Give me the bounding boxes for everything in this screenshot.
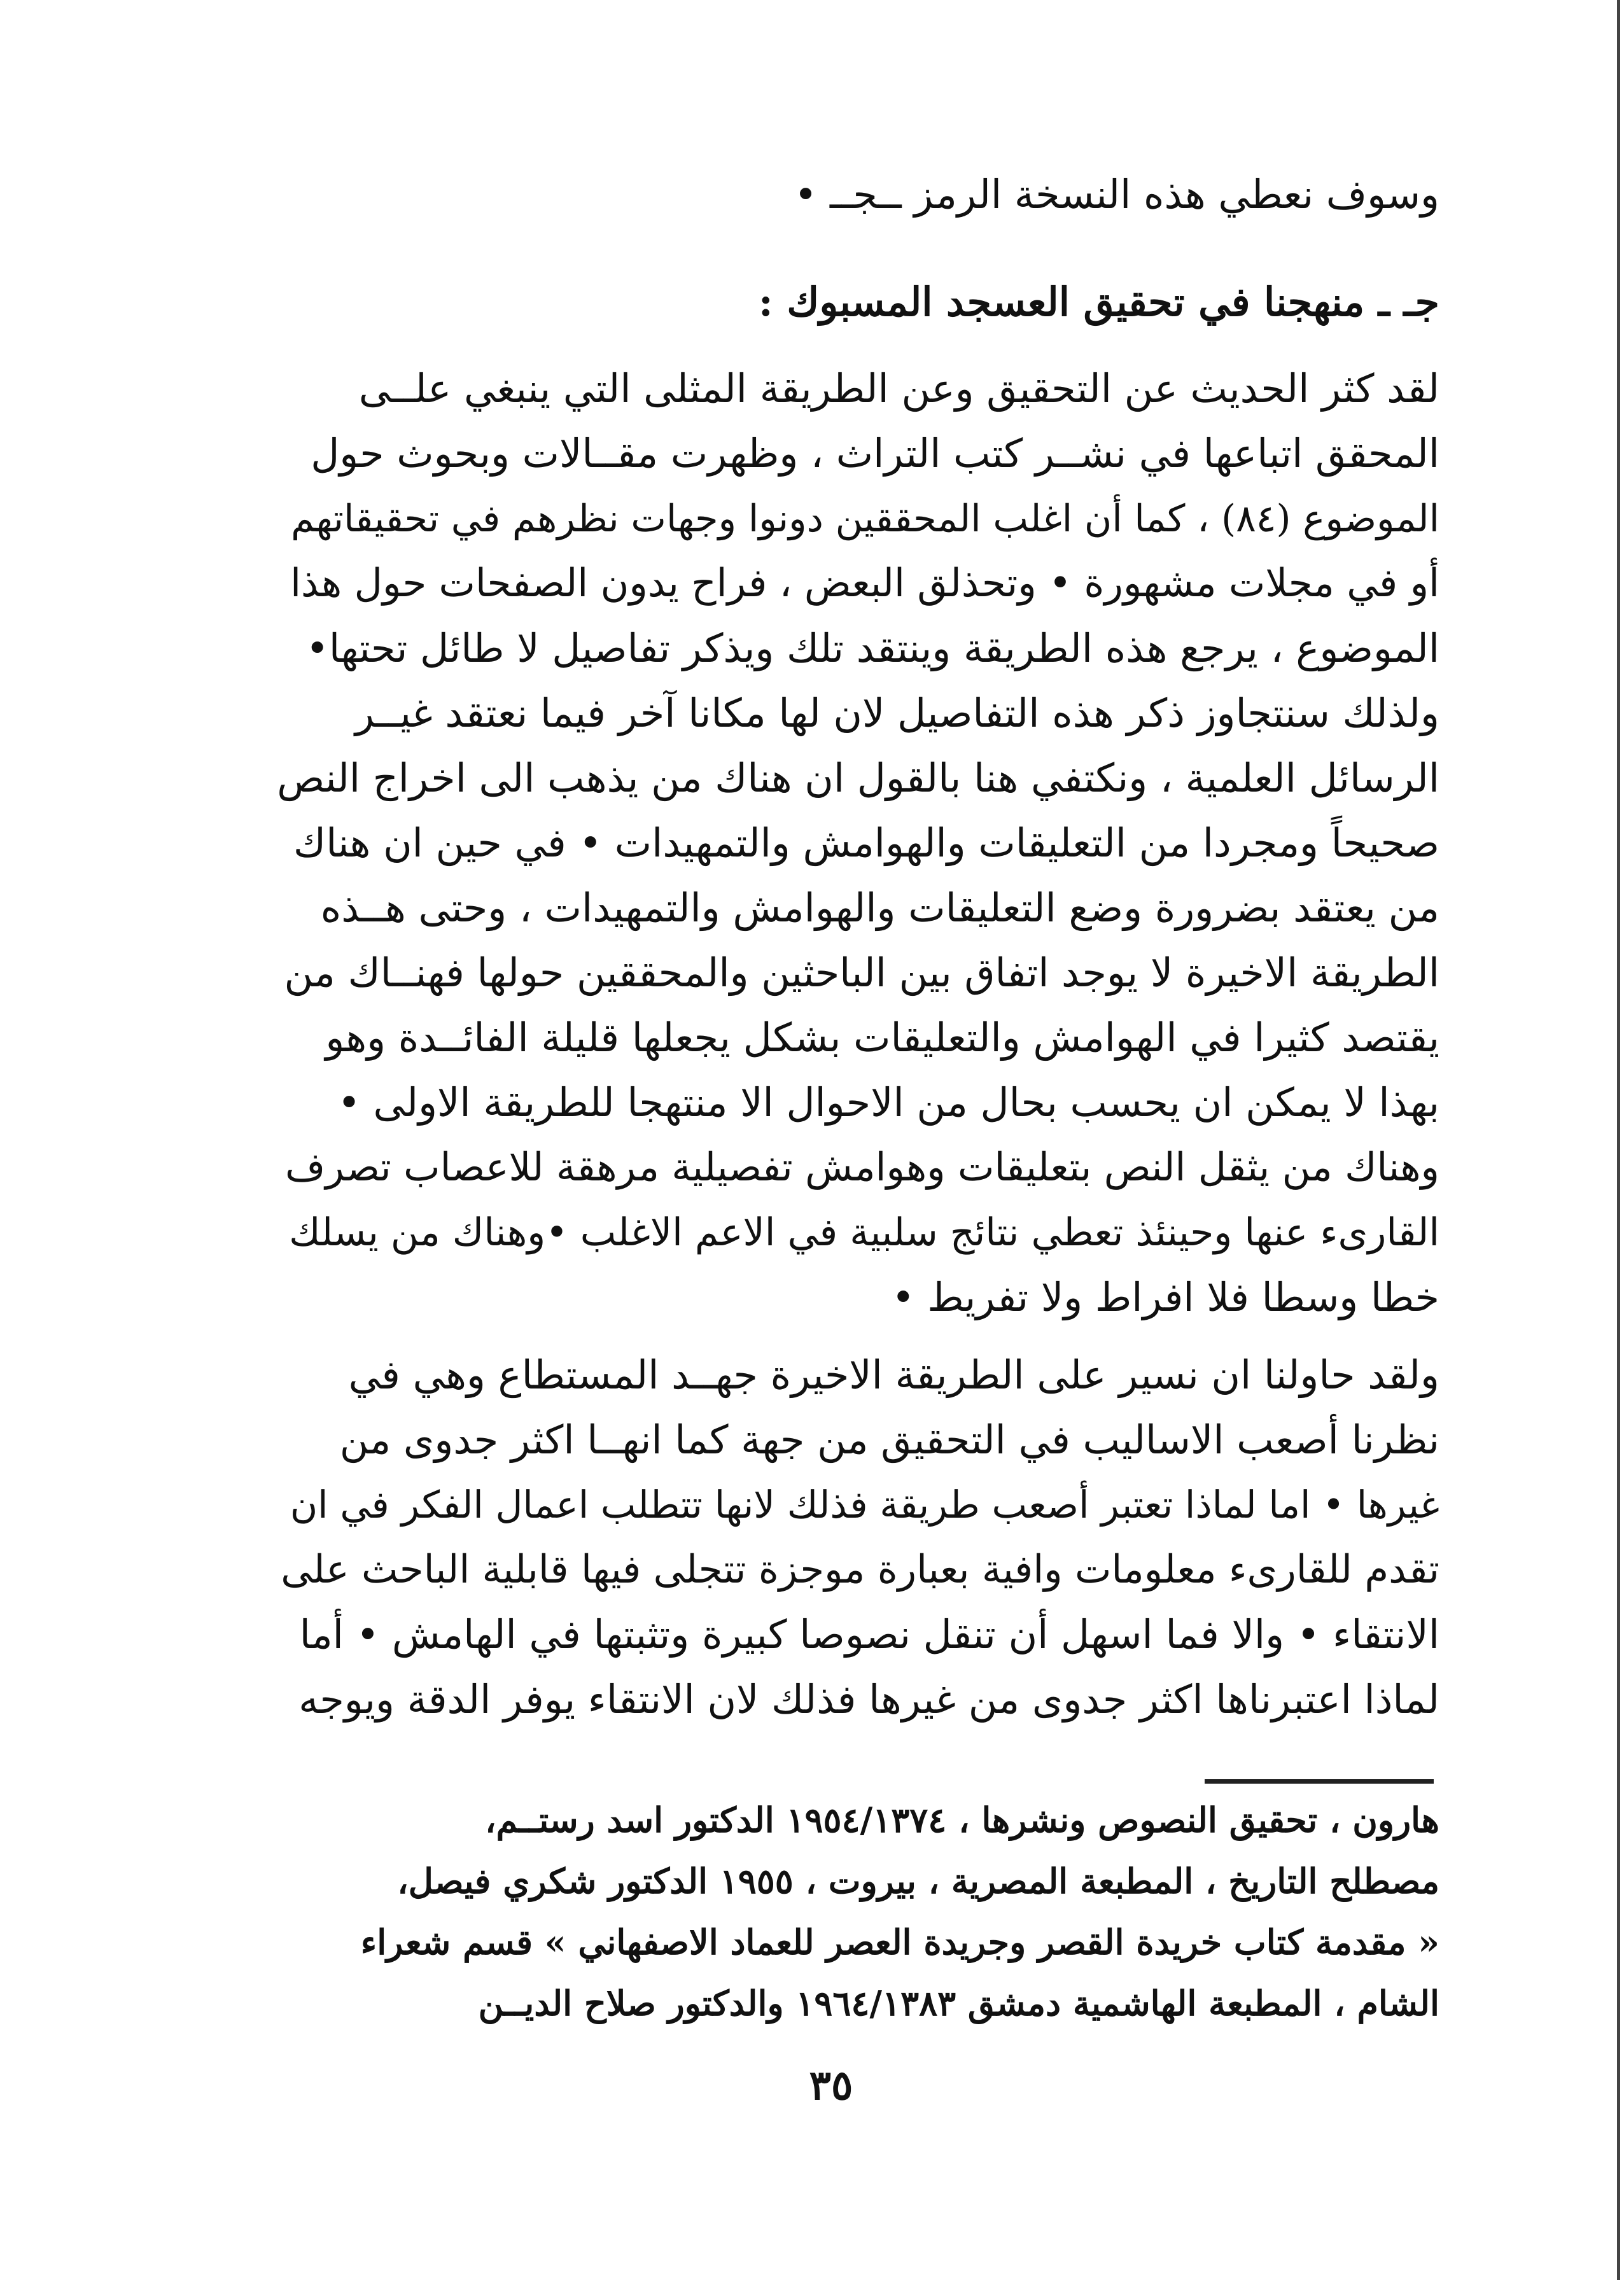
section-heading-block (277, 270, 1439, 335)
intro-line: وسوف نعطي هذه النسخة الرمز ــجــ • (794, 171, 1439, 218)
text-line: المحقق اتباعها في نشــر كتب التراث ، وظهرت مقــالات وبحوث حول (311, 430, 1439, 477)
paragraph-2 (277, 1343, 1439, 1732)
footnote-line: « مقدمة كتاب خريدة القصر وجريدة العصر للعماد الاصفهاني » قسم شعراء (360, 1922, 1439, 1962)
page-number: ٣٥ (809, 2062, 853, 2109)
section-heading: جـ ـ منهجنا في تحقيق العسجد المسبوك : (758, 279, 1439, 325)
text-line: صحيحاً ومجردا من التعليقات والهوامش والتمهيدات • في حين ان هناك (293, 820, 1439, 866)
text-line: لماذا اعتبرناها اكثر جدوى من غيرها فذلك لان الانتقاء يوفر الدقة ويوجه (298, 1676, 1439, 1723)
footnote-line: هارون ، تحقيق النصوص ونشرها ، ١٩٥٤/١٣٧٤ الدكتور اسد رستــم، (485, 1800, 1439, 1840)
footnote-divider (1205, 1779, 1434, 1784)
paragraph-1 (277, 356, 1439, 1330)
text-line: ولذلك سنتجاوز ذكر هذه التفاصيل لان لها مكانا آخر فيما نعتقد غيــر (355, 690, 1439, 736)
text-line: من يعتقد بضرورة وضع التعليقات والهوامش والتمهيدات ، وحتى هــذه (320, 885, 1439, 931)
text-line: الموضوع (٨٤) ، كما أن اغلب المحققين دونوا وجهات نظرهم في تحقيقاتهم (291, 496, 1439, 540)
footnote-line: مصطلح التاريخ ، المطبعة المصرية ، بيروت ، ١٩٥٥ الدكتور شكري فيصل، (397, 1861, 1439, 1901)
text-line: نظرنا أصعب الاساليب في التحقيق من جهة كما انهــا اكثر جدوى من (339, 1416, 1439, 1463)
text-line: الرسائل العلمية ، ونكتفي هنا بالقول ان هناك من يذهب الى اخراج النص (277, 755, 1439, 801)
text-line: يقتصد كثيرا في الهوامش والتعليقات بشكل يجعلها قليلة الفائــدة وهو (325, 1014, 1439, 1061)
text-line: ولقد حاولنا ان نسير على الطريقة الاخيرة جهــد المستطاع وهي في (348, 1352, 1439, 1398)
text-line: القارىء عنها وحينئذ تعطي نتائج سلبية في الاعم الاغلب •وهناك من يسلك (289, 1210, 1439, 1255)
footnotes (277, 1789, 1439, 2034)
intro-line-block (277, 162, 1439, 227)
text-line: الموضوع ، يرجع هذه الطريقة وينتقد تلك ويذكر تفاصيل لا طائل تحتها• (305, 625, 1439, 671)
text-line: وهناك من يثقل النص بتعليقات وهوامش تفصيلية مرهقة للاعصاب تصرف (284, 1145, 1439, 1190)
text-line: أو في مجلات مشهورة • وتحذلق البعض ، فراح يدون الصفحات حول هذا (290, 561, 1439, 606)
footnote-line: الشام ، المطبعة الهاشمية دمشق ١٩٦٤/١٣٨٣ والدكتور صلاح الديــن (478, 1983, 1439, 2024)
page-edge (1617, 0, 1620, 2280)
text-line: غيرها • اما لماذا تعتبر أصعب طريقة فذلك لانها تتطلب اعمال الفكر في ان (290, 1483, 1439, 1527)
text-line: لقد كثر الحديث عن التحقيق وعن الطريقة المثلى التي ينبغي علــى (358, 365, 1439, 412)
text-line: خطا وسطا فلا افراط ولا تفريط • (891, 1274, 1439, 1320)
text-line: الطريقة الاخيرة لا يوجد اتفاق بين الباحثين والمحققين حولها فهنــاك من (284, 949, 1439, 996)
text-line: الانتقاء • والا فما اسهل أن تنقل نصوصا كبيرة وتثبتها في الهامش • أما (299, 1611, 1439, 1658)
text-line: تقدم للقارىء معلومات وافية بعبارة موجزة تتجلى فيها قابلية الباحث على (281, 1547, 1439, 1592)
text-line: بهذا لا يمكن ان يحسب بحال من الاحوال الا منتهجا للطريقة الاولى • (337, 1079, 1439, 1126)
